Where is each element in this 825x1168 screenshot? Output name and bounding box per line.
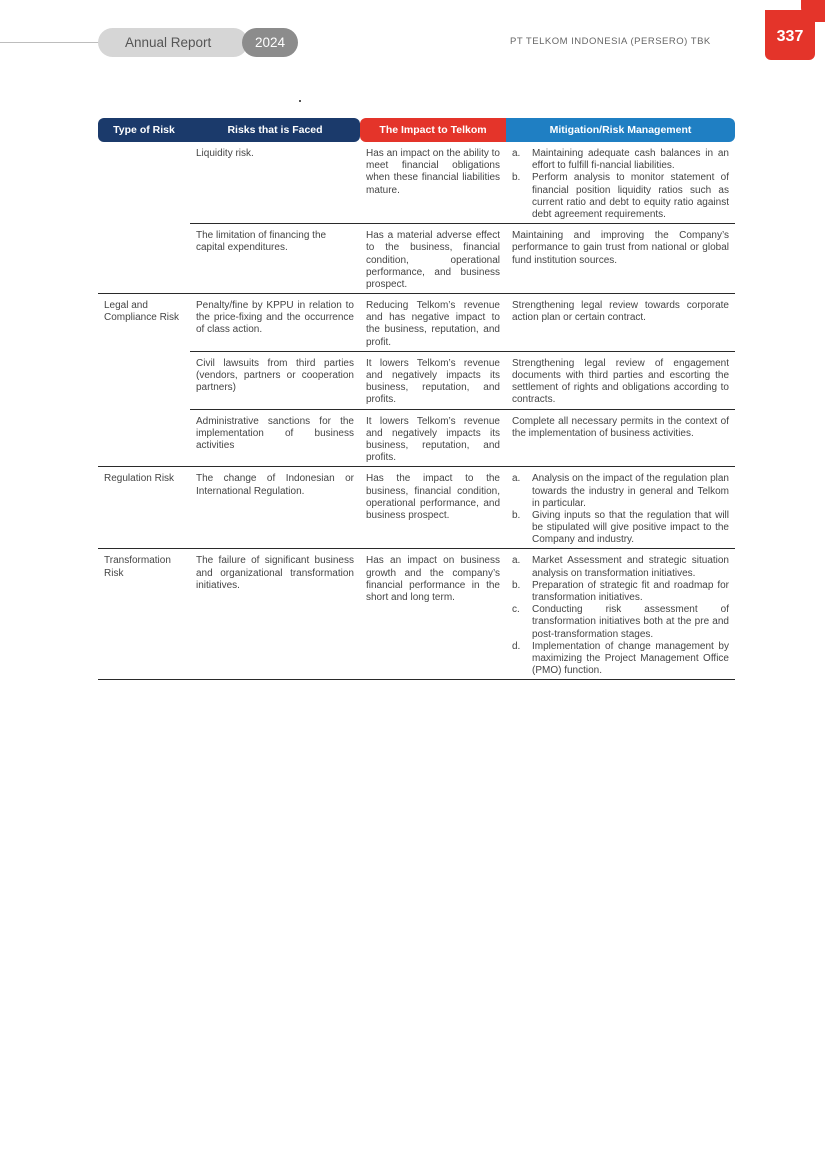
list-text: Conducting risk assessment of transformation initiatives both at the pre and post-transformation stages. [532, 604, 729, 640]
list-text: Analysis on the impact of the regulation plan towards the industry in general and Telkom in particular. [532, 473, 729, 509]
list-item [512, 473, 729, 510]
cell-impact: Has the impact to the business, financial condition, operational performance, and business prospect. [360, 467, 506, 549]
table-row [98, 294, 735, 352]
column-header-mitigation: Mitigation/Risk Management [506, 118, 735, 142]
cell-risk: Penalty/fine by KPPU in relation to the price-fixing and the occurrence of class action. [190, 294, 360, 352]
cell-risk: Civil lawsuits from third parties (vendors, partners or cooperation partners) [190, 351, 360, 409]
mitigation-list [512, 148, 729, 221]
stray-dot [299, 100, 301, 102]
list-item [512, 555, 729, 579]
cell-impact: Reducing Telkom’s revenue and has negative impact to the business, reputation, and profit. [360, 294, 506, 352]
list-text: Maintaining adequate cash balances in an effort to fulfill fi-nancial liabilities. [532, 148, 729, 172]
list-marker: a. [512, 473, 521, 485]
cell-type [98, 409, 190, 467]
cell-risk: The failure of significant business and organizational transformation initiatives. [190, 549, 360, 680]
cell-mitigation: Strengthening legal review towards corporate action plan or certain contract. [506, 294, 735, 352]
list-item [512, 641, 729, 678]
cell-impact: Has an impact on business growth and the company’s financial performance in the short and long term. [360, 549, 506, 680]
cell-impact: Has a material adverse effect to the business, financial condition, operational performance, and business prospect. [360, 224, 506, 294]
cell-mitigation [506, 142, 735, 224]
table-row [98, 549, 735, 680]
cell-risk: The limitation of financing the capital expenditures. [190, 224, 360, 294]
list-item [512, 604, 729, 641]
list-marker: b. [512, 579, 521, 591]
cell-type: Legal and Compliance Risk [104, 300, 180, 324]
list-marker: d. [512, 640, 521, 652]
list-marker: b. [512, 172, 521, 184]
column-header-risk: Risks that is Faced [190, 118, 360, 142]
table-header-row [98, 118, 735, 142]
list-text: Giving inputs so that the regulation that will be stipulated will give positive impact to the Company and industry. [532, 509, 729, 546]
cell-type [98, 351, 190, 409]
list-marker: a. [512, 555, 521, 567]
risk-table [98, 118, 735, 680]
cell-mitigation [506, 467, 735, 549]
cell-type [98, 142, 190, 224]
column-header-type: Type of Risk [98, 118, 190, 142]
table-row [98, 467, 735, 549]
cell-mitigation [506, 549, 735, 680]
table-row [98, 224, 735, 294]
cell-type [98, 224, 190, 294]
cell-mitigation: Strengthening legal review of engagement documents with third parties and escorting the settlement of rights and obligations according to contracts. [506, 351, 735, 409]
report-year: 2024 [242, 28, 298, 57]
list-text: Market Assessment and strategic situation analysis on transformation initiatives. [532, 555, 729, 579]
list-text: Preparation of strategic fit and roadmap for transformation initiatives. [532, 579, 729, 603]
cell-risk: Administrative sanctions for the implementation of business activities [190, 409, 360, 467]
list-item [512, 510, 729, 547]
cell-impact: It lowers Telkom’s revenue and negatively impacts its business, reputation, and profits. [360, 409, 506, 467]
cell-mitigation: Complete all necessary permits in the context of the implementation of business activities. [506, 409, 735, 467]
table-row [98, 409, 735, 467]
list-marker: a. [512, 148, 521, 159]
cell-risk: Liquidity risk. [190, 142, 360, 224]
annual-report-label: Annual Report [98, 28, 248, 57]
list-item [512, 172, 729, 221]
mitigation-list [512, 473, 729, 546]
cell-mitigation: Maintaining and improving the Company’s performance to gain trust from national or global fund institution sources. [506, 224, 735, 294]
header-rule [0, 42, 100, 43]
list-item [512, 148, 729, 172]
cell-type: Regulation Risk [98, 467, 190, 549]
list-marker: c. [512, 604, 520, 616]
table-row [98, 142, 735, 224]
company-name: PT TELKOM INDONESIA (PERSERO) TBK [510, 36, 711, 47]
cell-risk: The change of Indonesian or International Regulation. [190, 467, 360, 549]
cell-impact: It lowers Telkom’s revenue and negatively impacts its business, reputation, and profits. [360, 351, 506, 409]
list-text: Perform analysis to monitor statement of financial position liquidity ratios such as current ratio and debt to equity ratio against debt agreement requirements. [532, 172, 729, 220]
list-item [512, 580, 729, 604]
table-row [98, 351, 735, 409]
list-text: Implementation of change management by maximizing the Project Management Office (PMO) function. [532, 640, 729, 677]
mitigation-list [512, 555, 729, 677]
cell-impact: Has an impact on the ability to meet financial obligations when these financial liabilities mature. [360, 142, 506, 224]
list-marker: b. [512, 509, 521, 521]
page-number: 337 [765, 10, 815, 60]
column-header-impact: The Impact to Telkom [360, 118, 506, 142]
cell-type: Transformation Risk [98, 549, 190, 680]
